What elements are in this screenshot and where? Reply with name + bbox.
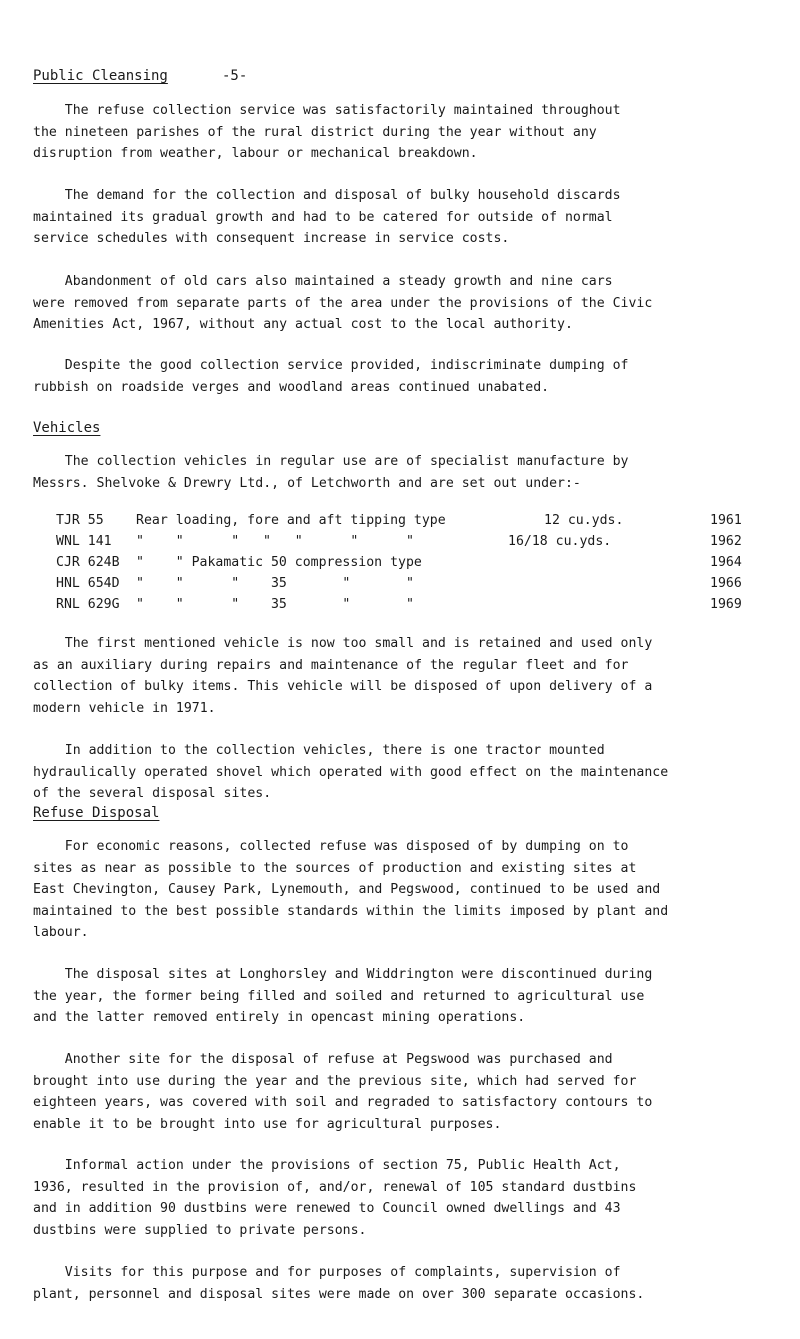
vehicle-description: Rear loading, fore and aft tipping type — [136, 513, 446, 528]
vehicle-description: " " Pakamatic 50 compression type — [136, 555, 422, 570]
vehicle-year: 1964 — [710, 555, 742, 570]
vehicle-registration: TJR 55 — [56, 513, 104, 528]
page-section-title: Public Cleansing — [33, 68, 168, 84]
paragraph-pegswood-site: Another site for the disposal of refuse at Pegswood was purchased and brought into use during the year and the previous site, which had served for eighteen years, was covered with soil and regraded to satisfactory contours to enable it to be brought into use for agricultural purposes. — [33, 1052, 653, 1132]
paragraph-abandoned-cars: Abandonment of old cars also maintained a steady growth and nine cars were removed from separate parts of the area under the provisions of the Civic Amenities Act, 1967, without any actual cost to the local authority. — [33, 274, 653, 333]
vehicle-description: " " " 35 " " — [136, 576, 414, 591]
paragraph-disposal-sites: For economic reasons, collected refuse was disposed of by dumping on to sites as near as possible to the sources of production and existing sites at East Chevington, Causey Park, Lynemouth, and Pegswood, continued to be used and maintained to the best possible standards within the limits imposed by plant and labour. — [33, 839, 669, 941]
paragraph-bulky-discards: The demand for the collection and disposal of bulky household discards maintained its gradual growth and had to be catered for outside of normal service schedules with consequent increase in service costs. — [33, 188, 621, 247]
vehicle-description: " " " " " " " — [136, 534, 414, 549]
page-number: -5- — [222, 68, 248, 84]
vehicle-year: 1962 — [710, 534, 742, 549]
paragraph-dumping: Despite the good collection service provided, indiscriminate dumping of rubbish on roadside verges and woodland areas continued unabated. — [33, 358, 629, 395]
vehicle-capacity: 12 cu.yds. — [544, 513, 624, 528]
heading-refuse-disposal: Refuse Disposal — [33, 805, 160, 821]
paragraph-shovel: In addition to the collection vehicles, there is one tractor mounted hydraulically operated shovel which operated with good effect on the maintenance of the several disposal sites. — [33, 743, 669, 802]
vehicle-year: 1969 — [710, 597, 742, 612]
heading-vehicles: Vehicles — [33, 420, 101, 436]
vehicle-year: 1966 — [710, 576, 742, 591]
vehicle-registration: RNL 629G — [56, 597, 120, 612]
paragraph-vehicles-intro: The collection vehicles in regular use are of specialist manufacture by Messrs. Shelvoke & Drewry Ltd., of Letchworth and are set out under:- — [33, 454, 629, 491]
vehicle-description: " " " 35 " " — [136, 597, 414, 612]
paragraph-service: The refuse collection service was satisfactorily maintained throughout the nineteen parishes of the rural district during the year without any disruption from weather, labour or mechanical breakdown. — [33, 103, 621, 162]
vehicle-capacity: 16/18 cu.yds. — [508, 534, 612, 549]
vehicle-registration: WNL 141 — [56, 534, 112, 549]
table-row — [56, 573, 742, 594]
vehicle-registration: HNL 654D — [56, 576, 120, 591]
paragraph-first-vehicle: The first mentioned vehicle is now too small and is retained and used only as an auxiliary during repairs and maintenance of the regular fleet and for collection of bulky items. This vehicle will be disposed of upon delivery of a modern vehicle in 1971. — [33, 636, 653, 716]
table-row — [56, 552, 742, 573]
vehicle-year: 1961 — [710, 513, 742, 528]
paragraph-visits: Visits for this purpose and for purposes of complaints, supervision of plant, personnel and disposal sites were made on over 300 separate occasions. — [33, 1265, 645, 1302]
table-row — [56, 531, 742, 552]
vehicle-registration: CJR 624B — [56, 555, 120, 570]
paragraph-discontinued-sites: The disposal sites at Longhorsley and Widdrington were discontinued during the year, the former being filled and soiled and returned to agricultural use and the latter removed entirely in opencast mining operations. — [33, 967, 653, 1026]
table-row — [56, 594, 742, 615]
table-row — [56, 510, 742, 531]
paragraph-dustbins: Informal action under the provisions of section 75, Public Health Act, 1936, resulted in the provision of, and/or, renewal of 105 standard dustbins and in addition 90 dustbins were renewed to Council owned dwellings and 43 dustbins were supplied to private persons. — [33, 1158, 637, 1238]
